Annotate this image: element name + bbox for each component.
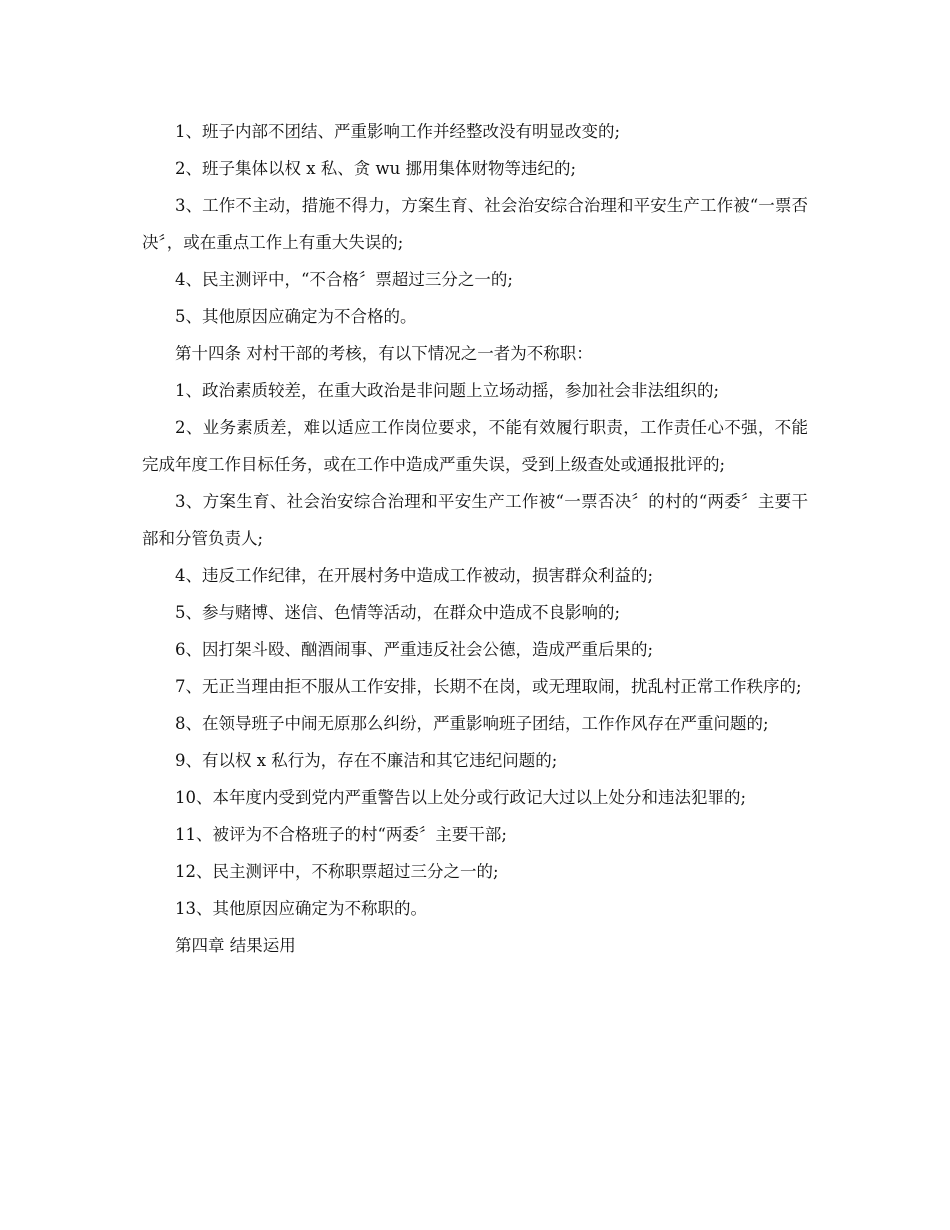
paragraph: 12、民主测评中，不称职票超过三分之一的; — [175, 862, 499, 881]
paragraph: 4、民主测评中，“不合格〞票超过三分之一的; — [175, 270, 513, 289]
paragraph: 5、参与赌博、迷信、色情等活动，在群众中造成不良影响的; — [175, 603, 621, 622]
chapter-heading: 第四章 结果运用 — [175, 936, 296, 955]
section-heading: 第十四条 对村干部的考核，有以下情况之一者为不称职： — [175, 344, 593, 363]
paragraph: 1、政治素质较差，在重大政治是非问题上立场动摇，参加社会非法组织的; — [175, 381, 720, 400]
paragraph: 13、其他原因应确定为不称职的。 — [175, 899, 427, 918]
paragraph: 11、被评为不合格班子的村“两委〞主要干部; — [175, 825, 507, 844]
paragraph: 2、业务素质差，难以适应工作岗位要求，不能有效履行职责，工作责任心不强，不能完成年度工作目标任务，或在工作中造成严重失误，受到上级查处或通报批评的; — [142, 418, 808, 474]
paragraph: 4、违反工作纪律，在开展村务中造成工作被动，损害群众利益的; — [175, 566, 654, 585]
paragraph: 9、有以权 x 私行为，存在不廉洁和其它违纪问题的; — [175, 751, 558, 770]
paragraph: 1、班子内部不团结、严重影响工作并经整改没有明显改变的; — [175, 122, 621, 141]
paragraph: 6、因打架斗殴、酗酒闹事、严重违反社会公德，造成严重后果的; — [175, 640, 654, 659]
paragraph: 7、无正当理由拒不服从工作安排，长期不在岗，或无理取闹，扰乱村正常工作秩序的; — [175, 677, 802, 696]
paragraph: 5、其他原因应确定为不合格的。 — [175, 307, 417, 326]
paragraph: 8、在领导班子中闹无原那么纠纷，严重影响班子团结，工作作风存在严重问题的; — [175, 714, 769, 733]
document-body — [142, 113, 808, 964]
paragraph: 3、工作不主动，措施不得力，方案生育、社会治安综合治理和平安生产工作被“一票否决〞，或在重点工作上有重大失误的; — [142, 196, 808, 252]
paragraph: 3、方案生育、社会治安综合治理和平安生产工作被“一票否决〞的村的“两委〞主要干部和分管负责人; — [142, 492, 808, 548]
paragraph: 10、本年度内受到党内严重警告以上处分或行政记大过以上处分和违法犯罪的; — [175, 788, 747, 807]
paragraph: 2、班子集体以权 x 私、贪 wu 挪用集体财物等违纪的; — [175, 159, 577, 178]
